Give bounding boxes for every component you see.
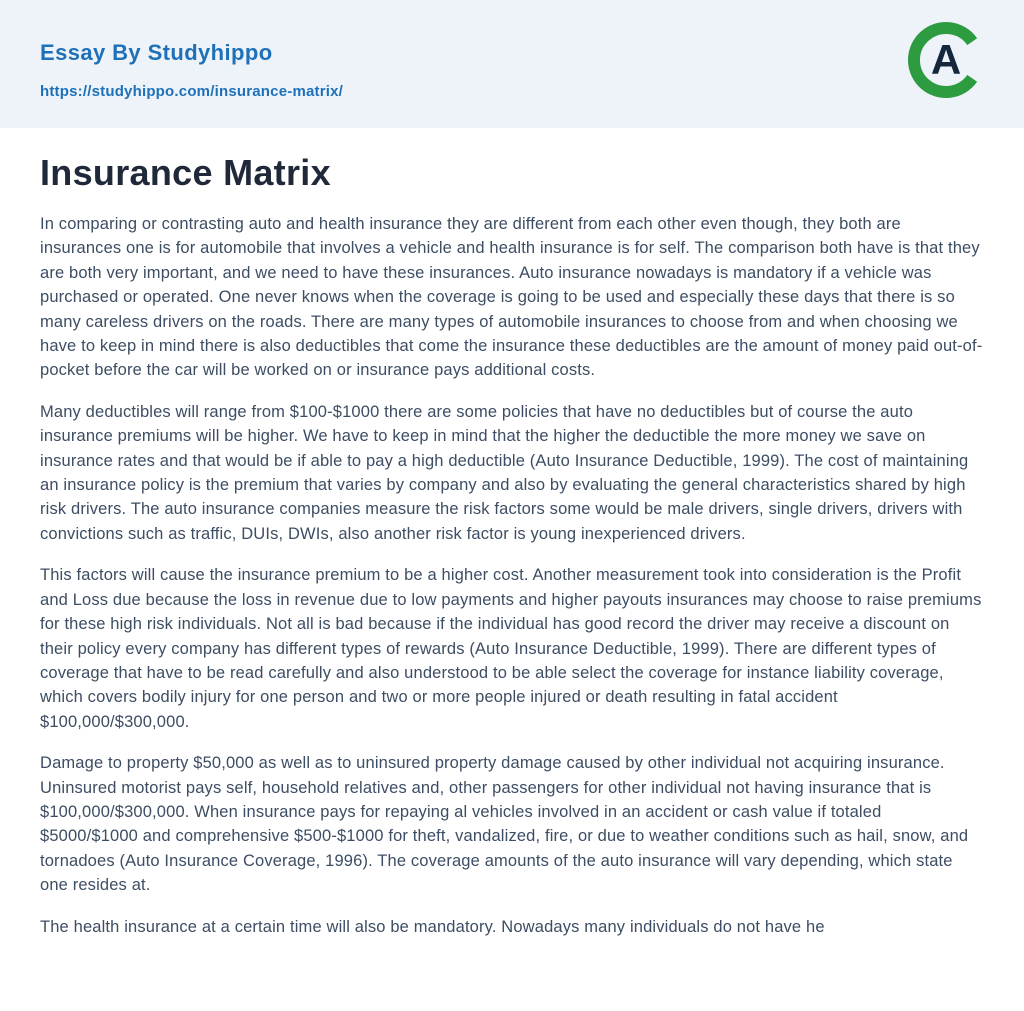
paragraph: Many deductibles will range from $100-$1000 there are some policies that have no deductibles but of course the auto insurance premiums will be higher. We have to keep in mind that the higher the deductible the more money we save on insurance rates and that would be if able to pay a high deductible (Auto Insurance Deductible, 1999). The cost of maintaining an insurance policy is the premium that varies by company and also by evaluating the general characteristics shared by high risk drivers. The auto insurance companies measure the risk factors some would be male drivers, single drivers, drivers with convictions such as traffic, DUIs, DWIs, also another risk factor is young inexperienced drivers. (40, 402, 969, 543)
studyhippo-logo-icon (906, 20, 986, 100)
page-title: Insurance Matrix (40, 152, 331, 193)
site-title: Essay By Studyhippo (40, 40, 273, 65)
article (0, 128, 1024, 996)
paragraph: In comparing or contrasting auto and health insurance they are different from each other even though, they both are insurances one is for automobile that involves a vehicle and health insurance is for self. The comparison both have is that they are both very important, and we need to have these insurances. Auto insurance nowadays is mandatory if a vehicle was purchased or operated. One never knows when the coverage is going to be used and especially these days that there is so many careless drivers on the roads. There are many types of automobile insurances to choose from and when choosing we have to keep in mind there is also deductibles that come the insurance these deductibles are the amount of money paid out-of- pocket before the car will be worked on or insurance pays additional costs. (40, 215, 983, 380)
paragraph: The health insurance at a certain time will also be mandatory. Nowadays many individuals do not have he (40, 917, 825, 936)
logo-letter: A (930, 36, 962, 83)
paragraph: This factors will cause the insurance premium to be a higher cost. Another measurement took into consideration is the Profit and Loss due because the loss in revenue due to low payments and higher payouts insurances may choose to raise premiums for these high risk individuals. Not all is bad because if the individual has good record the driver may receive a discount on their policy every company has different types of rewards (Auto Insurance Deductible, 1999). There are different types of coverage that have to be read carefully and also understood to be able select the coverage for instance liability coverage, which covers bodily injury for one person and two or more people injured or death resulting in fatal accident $100,000/$300,000. (40, 566, 982, 731)
page-url-link[interactable]: https://studyhippo.com/insurance-matrix/ (40, 83, 344, 100)
site-header (0, 0, 1024, 128)
paragraph: Damage to property $50,000 as well as to uninsured property damage caused by other individual not acquiring insurance. Uninsured motorist pays self, household relatives and, other passengers for other individual not having insurance that is $100,000/$300,000. When insurance pays for repaying al vehicles involved in an accident or cash value if totaled $5000/$1000 and comprehensive $500-$1000 for theft, vandalized, fire, or due to weather conditions such as hail, snow, and tornadoes (Auto Insurance Coverage, 1996). The coverage amounts of the auto insurance will vary depending, which state one resides at. (40, 754, 969, 895)
article-body (40, 212, 984, 939)
studyhippo-logo[interactable] (906, 20, 986, 100)
